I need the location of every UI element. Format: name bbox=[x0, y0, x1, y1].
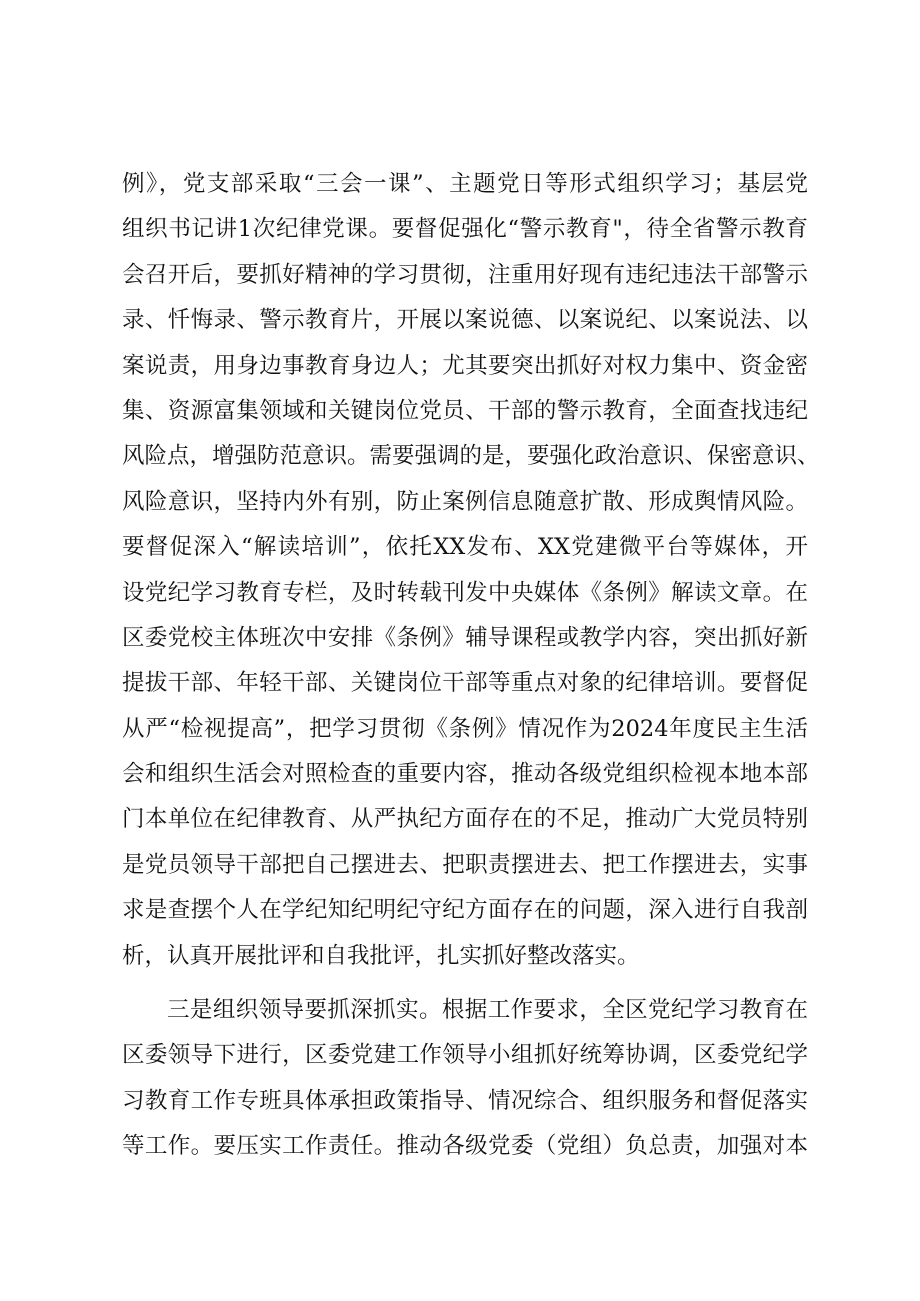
document-body bbox=[122, 162, 820, 1170]
paragraph-2 bbox=[122, 988, 808, 1170]
text-line: 门本单位在纪律教育、从严执纪方面存在的不足，推动广大党员特别 bbox=[122, 806, 808, 833]
text-line: 要督促深入“解读培训”，依托XX发布、XX党建微平台等媒体，开 bbox=[122, 534, 808, 561]
paragraph-spacer bbox=[122, 979, 808, 988]
text-line: 组织书记讲1次纪律党课。要督促强化“警示教育"，待全省警示教育 bbox=[122, 216, 808, 243]
text-line: 析，认真开展批评和自我批评，扎实抓好整改落实。 bbox=[122, 942, 640, 969]
text-line: 例》，党支部采取“三会一课”、主题党日等形式组织学习；基层党 bbox=[122, 171, 808, 197]
text-line: 区委党校主体班次中安排《条例》辅导课程或教学内容，突出抓好新 bbox=[122, 624, 808, 651]
text-line: 案说责，用身边事教育身边人；尤其要突出抓好对权力集中、资金密 bbox=[122, 352, 808, 379]
text-line: 风险意识，坚持内外有别，防止案例信息随意扩散、形成舆情风险。 bbox=[122, 488, 808, 515]
text-line: 从严“检视提高”，把学习贯彻《条例》情况作为2024年度民主生活 bbox=[122, 715, 808, 742]
text-line: 区委领导下进行，区委党建工作领导小组抓好统筹协调，区委党纪学 bbox=[122, 1042, 808, 1069]
text-line: 集、资源富集领域和关键岗位党员、干部的警示教育，全面查找违纪 bbox=[122, 397, 808, 424]
text-line: 设党纪学习教育专栏，及时转载刊发中央媒体《条例》解读文章。在 bbox=[122, 579, 808, 606]
text-line: 求是查摆个人在学纪知纪明纪守纪方面存在的问题，深入进行自我剖 bbox=[122, 897, 808, 924]
paragraph-1 bbox=[122, 162, 820, 979]
text-line: 录、忏悔录、警示教育片，开展以案说德、以案说纪、以案说法、以 bbox=[122, 307, 808, 334]
text-line: 会召开后，要抓好精神的学习贯彻，注重用好现有违纪违法干部警示 bbox=[122, 261, 808, 288]
text-line: 是党员领导干部把自己摆进去、把职责摆进去、把工作摆进去，实事 bbox=[122, 851, 808, 878]
text-line: 三是组织领导要抓深抓实。根据工作要求，全区党纪学习教育在 bbox=[167, 997, 808, 1024]
text-line: 提拔干部、年轻干部、关键岗位干部等重点对象的纪律培训。要督促 bbox=[122, 670, 808, 697]
text-line: 习教育工作专班具体承担政策指导、情况综合、组织服务和督促落实 bbox=[122, 1087, 808, 1114]
text-line: 等工作。要压实工作责任。推动各级党委（党组）负总责，加强对本 bbox=[122, 1133, 808, 1160]
text-line: 风险点，增强防范意识。需要强调的是，要强化政治意识、保密意识、 bbox=[122, 443, 820, 470]
text-line: 会和组织生活会对照检查的重要内容，推动各级党组织检视本地本部 bbox=[122, 761, 808, 788]
